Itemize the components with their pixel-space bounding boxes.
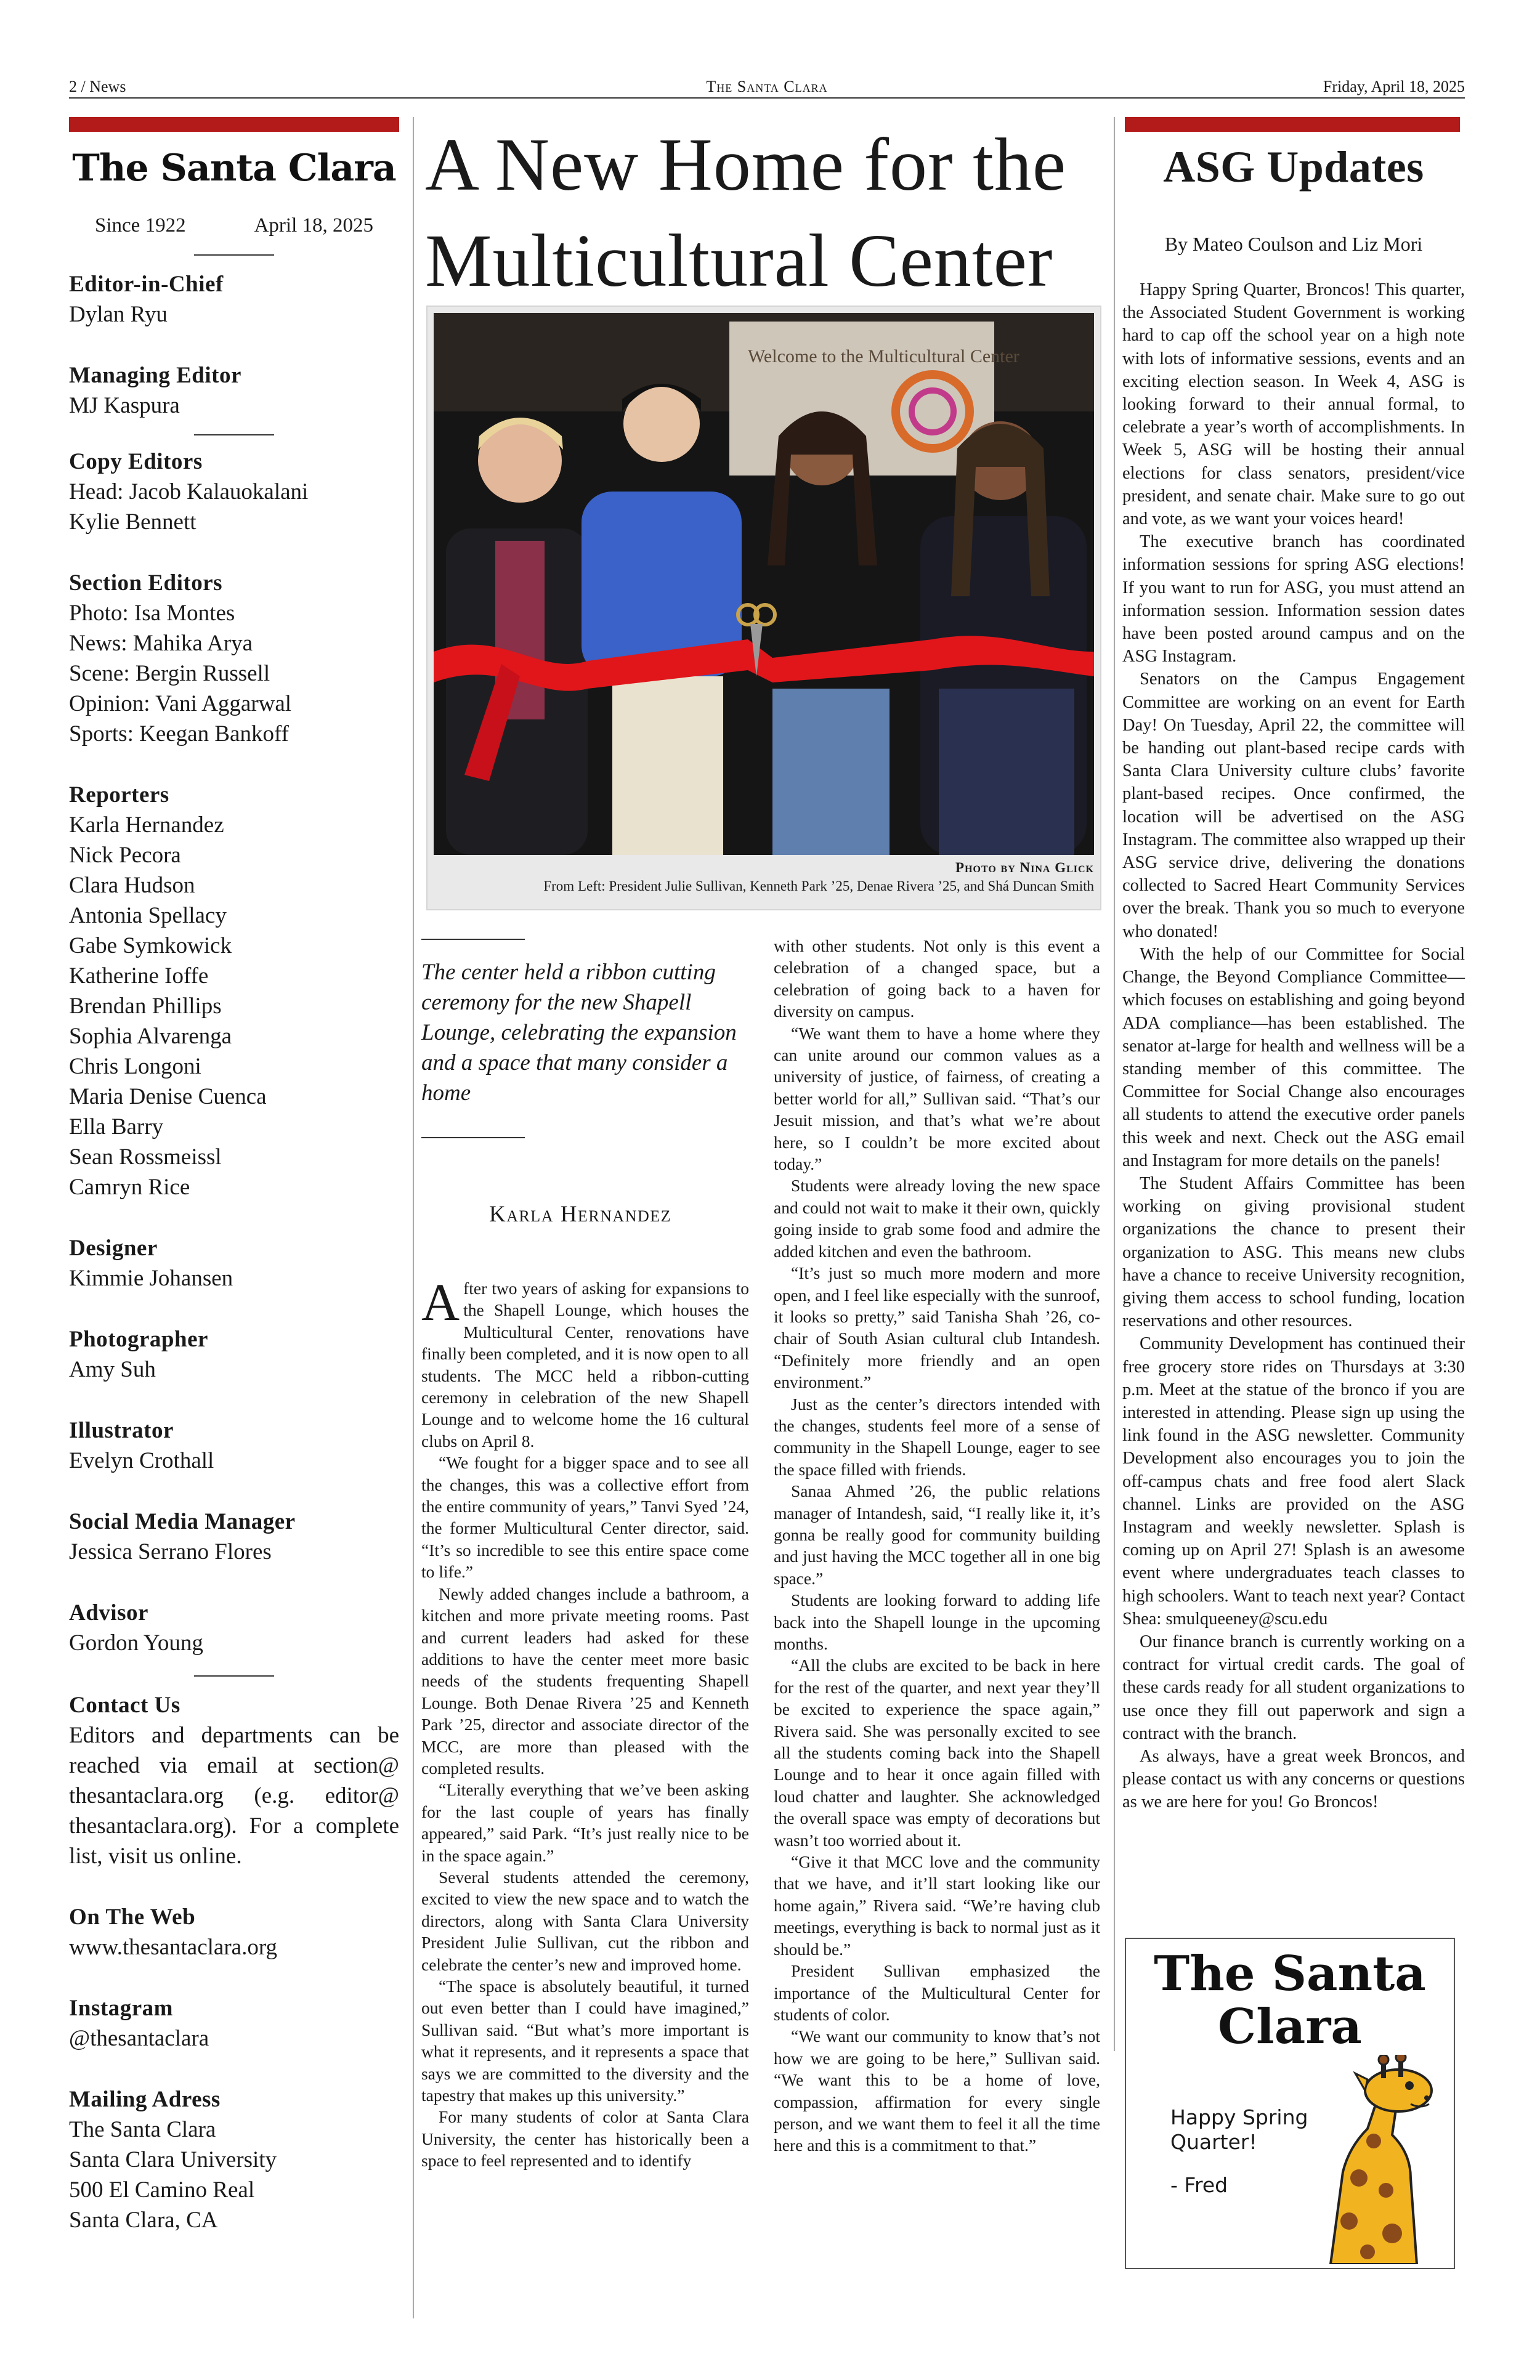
staff-name: Antonia Spellacy: [69, 903, 227, 928]
staff-block-copy-editors: [69, 447, 399, 537]
staff-name: Sean Rossmeissl: [69, 1144, 222, 1170]
issue-date-label: Friday, April 18, 2025: [1323, 78, 1465, 95]
story-paragraph: with other students. Not only is this event a celebration of a changed space, but a celebration of going back to a haven for diversity on campus.: [774, 936, 1100, 1021]
photo-caption: From Left: President Julie Sullivan, Kenneth Park ’25, Denae Rivera ’25, and Shá Duncan Smith: [543, 878, 1094, 894]
staff-name: Clara Hudson: [69, 873, 195, 898]
photo-credit-block: [426, 859, 1101, 896]
ad-logo-line-2: Clara: [1218, 1999, 1362, 2055]
story-paragraph: “The space is absolutely beautiful, it turned out even better than I could have imagined,” Sullivan said. “But what’s more important is what it represents, and it represents a space that says we are committed to the diversity and the tapestry that makes up this university.”: [421, 1977, 749, 2105]
pull-quote-rule-top: [421, 939, 525, 940]
info-block-web: [69, 1902, 399, 1962]
staff-name: Sophia Alvarenga: [69, 1024, 232, 1049]
story-paragraph: “We want them to have a home where they can unite around our common values as a university of justice, of fairness, of creating a better world for all,” Sullivan said. “That’s our Jesuit mission, and that’s what we’re about here, so I couldn’t be more excited about today.”: [774, 1023, 1100, 1174]
staff-name: Chris Longoni: [69, 1054, 201, 1079]
address-line: The Santa Clara: [69, 2117, 216, 2142]
info-block-instagram: [69, 1993, 399, 2054]
staff-block-social-media: [69, 1507, 399, 1567]
asg-paragraph: With the help of our Committee for Social Change, the Beyond Compliance Committee—which focuses on establishing and going beyond ADA compliance—has been established. The senator at-large for health and wellness will be a standing member of this committee. The Committee for Social Change also encourages all students to attend the executive order panels this week and next. Check out the ASG email and Instagram for more details on the panels!: [1122, 944, 1465, 1170]
story-paragraph: “Literally everything that we’ve been asking for the last couple of years has finally appeared,” said Park. “It’s just really nice to be in the space again.”: [421, 1780, 749, 1865]
staff-name: Gabe Symkowick: [69, 933, 232, 958]
staff-heading: Editor-in-Chief: [69, 272, 224, 297]
staff-name: Head: Jacob Kalauokalani: [69, 479, 309, 504]
staff-name: Kylie Bennett: [69, 509, 197, 535]
screen-welcome-text: Welcome to the Multicultural Center: [748, 346, 1019, 366]
staff-name: Nick Pecora: [69, 843, 181, 868]
story-paragraph: “We fought for a bigger space and to see all the changes, this was a collective effort from the entire community of years,” Tanvi Syed ’24, the former Multicultural Center director, said. “It’s so incredible to see this entire space come to life.”: [421, 1453, 749, 1582]
story-paragraph: [421, 1273, 749, 1452]
asg-paragraph: Our finance branch is currently working on a contract for virtual credit cards. The goal of these cards ready for all student organizations to use once they fill out paperwork and sign a contract with the branch.: [1122, 1632, 1465, 1743]
story-paragraph-text: fter two years of asking for expansions to the Shapell Lounge, which houses the Multicultural Center, renovations have finally been completed, and it is now open to all students. The MCC held a ribbon-cutting ceremony in celebration of the new Shapell Lounge and to welcome home the 16 cultural clubs on April 8.: [421, 1279, 749, 1451]
info-block-contact: [69, 1690, 399, 1871]
asg-byline: By Mateo Coulson and Liz Mori: [1164, 233, 1423, 255]
pull-quote-rule-bottom: [421, 1137, 525, 1138]
staff-name: News: Mahika Arya: [69, 631, 253, 656]
story-paragraph: “Give it that MCC love and the community that we have, and it’ll start looking like our home again,” Rivera said. “We’re having club meetings, everything is back to normal just as it should be.”: [774, 1852, 1100, 1959]
story-photo: [426, 306, 1101, 910]
story-paragraph: For many students of color at Santa Clara University, the center has historically been a space to feel represented and to identify: [421, 2107, 749, 2171]
story-headline: [425, 117, 1103, 309]
staff-block-section-editors: [69, 568, 399, 749]
asg-paragraph: The Student Affairs Committee has been working on giving provisional student organizations the chance to present their organization to ASG. This means new clubs have a chance to receive University recognition, giving them access to school funding, location reservations and other resources.: [1122, 1173, 1465, 1331]
staff-heading: Copy Editors: [69, 449, 203, 474]
story-paragraph: Students are looking forward to adding life back into the Shapell lounge in the upcoming months.: [774, 1590, 1100, 1653]
staff-block-designer: [69, 1233, 399, 1293]
staff-block-managing-editor: [69, 360, 399, 421]
staff-name: Gordon Young: [69, 1630, 203, 1656]
info-heading: Instagram: [69, 1996, 173, 2021]
asg-paragraph: Senators on the Campus Engagement Committee are working on an event for Earth Day! On Tuesday, April 22, the committee will be handing out plant-based recipe cards with Santa Clara University culture clubs’ favorite plant-based recipes. Once confirmed, the location will be advertised on the ASG Instagram. The committee also wrapped up their ASG service drive, delivering the donations collected to Sacred Heart Community Services over the break. Thank you so much to everyone who donated!: [1122, 670, 1465, 941]
staff-name: Opinion: Vani Aggarwal: [69, 691, 292, 716]
staff-heading: Illustrator: [69, 1418, 174, 1443]
column-separator-left: [413, 117, 414, 2318]
header-rule: [69, 97, 1465, 99]
story-column-2: [774, 935, 1100, 2156]
asg-headline: ASG Updates: [1163, 142, 1424, 192]
story-paragraph: Sanaa Ahmed ’26, the public relations manager of Intandesh, said, “I really like it, it’s gonna be really good for community building and just having the MCC together all in one big space.”: [774, 1481, 1100, 1588]
staff-heading: Managing Editor: [69, 363, 241, 388]
website-link[interactable]: www.thesantaclara.org: [69, 1935, 278, 1960]
story-paragraph: Students were already loving the new space and could not wait to make it their own, quickly going inside to grab some food and admire the added kitchen and even the bathroom.: [774, 1176, 1100, 1261]
pull-quote: The center held a ribbon cutting ceremony for the new Shapell Lounge, celebrating the expansion and a space that many consider a home: [421, 960, 737, 1106]
drop-cap: A: [421, 1273, 460, 1332]
staff-heading: Advisor: [69, 1600, 148, 1625]
ad-logo: [1126, 1948, 1454, 2054]
staff-name: Camryn Rice: [69, 1175, 190, 1200]
asg-red-bar: [1125, 117, 1460, 132]
staff-block-reporters: [69, 780, 399, 1202]
staff-name: Amy Suh: [69, 1357, 156, 1382]
paper-name-label: The Santa Clara: [706, 78, 828, 95]
masthead-date: April 18, 2025: [254, 214, 373, 237]
masthead-column: [69, 117, 399, 2235]
address-line: 500 El Camino Real: [69, 2177, 255, 2203]
story-paragraph: Just as the center’s directors intended with the changes, students feel more of a sense of community in the Shapell Lounge, eager to see the space filled with friends.: [774, 1394, 1100, 1479]
story-paragraph: “All the clubs are excited to be back in here for the rest of the quarter, and next year they’ll be excited to experience the space again,” Rivera said. She was personally excited to see all the students coming back into the Shapell Lounge and to hear it once again filled with loud chatter and laughter. She acknowledged the overall space was empty of decorations but wasn’t too worried about it.: [774, 1656, 1100, 1850]
running-header: [69, 73, 1465, 100]
staff-heading: Social Media Manager: [69, 1509, 296, 1534]
staff-block-illustrator: [69, 1415, 399, 1476]
staff-name: Karla Hernandez: [69, 812, 224, 838]
staff-heading: Photographer: [69, 1327, 208, 1352]
story-paragraph: “It’s just so much more modern and more open, and I feel like especially with the sunroof, it looks so pretty,” said Tanisha Shah ’26, co-chair of South Asian cultural club Intandesh. “Definitely more friendly and an open environment.”: [774, 1263, 1100, 1392]
staff-block-photographer: [69, 1324, 399, 1385]
story-byline: Karla Hernandez: [488, 1202, 672, 1227]
headline-line-1: A New Home for the: [425, 123, 1067, 206]
column-separator-right: [1114, 117, 1115, 2051]
staff-name: Maria Denise Cuenca: [69, 1084, 267, 1109]
staff-name: Brendan Phillips: [69, 994, 222, 1019]
ad-signature: - Fred: [1170, 2173, 1228, 2197]
staff-name: Kimmie Johansen: [69, 1266, 233, 1291]
story-paragraph: President Sullivan emphasized the importance of the Multicultural Center for students of color.: [774, 1961, 1100, 2024]
house-ad: [1125, 1938, 1455, 2269]
asg-body: [1122, 278, 1465, 1814]
staff-list: [69, 269, 399, 421]
instagram-handle[interactable]: @thesantaclara: [69, 2026, 209, 2051]
ad-logo-line-1: The Santa: [1154, 1946, 1426, 2002]
staff-block-editor-in-chief: [69, 269, 399, 330]
headline-line-2: Multicultural Center: [425, 219, 1053, 302]
info-heading: On The Web: [69, 1904, 196, 1930]
asg-paragraph: Happy Spring Quarter, Broncos! This quarter, the Associated Student Government is working hard to cap off the school year on a high note with lots of informative sessions, events and an exciting election season. In Week 4, ASG is looking forward to their annual formal, to celebrate a year’s worth of accomplishments. In Week 5, ASG will be hosting their annual elections for class senators, president/vice president, and senate chair. Make sure to go out and vote, as we want your voices heard!: [1122, 280, 1465, 529]
staff-heading: Reporters: [69, 782, 169, 808]
staff-list: [69, 447, 399, 1658]
staff-name: Evelyn Crothall: [69, 1448, 214, 1473]
info-list: [69, 1690, 399, 2235]
staff-name: Photo: Isa Montes: [69, 601, 235, 626]
asg-paragraph: As always, have a great week Broncos, and please contact us with any concerns or questions as we are here for you! Go Broncos!: [1122, 1747, 1465, 1812]
info-heading: Contact Us: [69, 1693, 180, 1718]
staff-name: Dylan Ryu: [69, 302, 168, 327]
staff-block-advisor: [69, 1598, 399, 1658]
divider: [194, 254, 274, 256]
photo-credit: Photo by Nina Glick: [955, 860, 1094, 875]
asg-paragraph: The executive branch has coordinated information sessions for spring ASG elections! If you want to run for ASG, you must attend an information session. Information session dates have been posted around campus and on the ASG Instagram.: [1122, 532, 1465, 666]
staff-name: MJ Kaspura: [69, 393, 180, 418]
page-section-label: 2 / News: [69, 78, 126, 95]
staff-heading: Designer: [69, 1236, 158, 1261]
staff-name: Katherine Ioffe: [69, 963, 209, 989]
divider: [194, 434, 274, 435]
story-paragraph: “We want our community to know that’s not how we are going to be here,” Sullivan said. “We want this to be a home of love, compassion, affirmation for every single person, and we want them to feel it all the time here and this is a commitment to that.”: [774, 2026, 1100, 2155]
staff-name: Ella Barry: [69, 1114, 164, 1139]
info-heading: Mailing Adress: [69, 2087, 221, 2112]
ribbon-cutting-photo-illustration: [428, 307, 1100, 909]
staff-name: Scene: Bergin Russell: [69, 661, 270, 686]
contact-text: Editors and departments can be reached via email at section@ thesantaclara.org (e.g. editor@ thesantaclara.org). For a complete list, visit us online.: [69, 1723, 399, 1869]
masthead-red-bar: [69, 117, 399, 132]
story-column-1: [421, 1273, 749, 2172]
staff-heading: Section Editors: [69, 570, 223, 596]
giraffe-illustration: [1306, 2055, 1441, 2264]
story-paragraph: Several students attended the ceremony, excited to view the new space and to watch the directors, along with Santa Clara University President Julie Sullivan, cut the ribbon and celebrate the center’s new and improved home.: [421, 1867, 749, 1974]
masthead-subline: [69, 214, 399, 237]
address-line: Santa Clara, CA: [69, 2208, 218, 2233]
divider: [194, 1675, 274, 1677]
address-line: Santa Clara University: [69, 2147, 277, 2172]
info-block-mailing: [69, 2084, 399, 2235]
ad-message: Happy Spring Quarter!: [1170, 2105, 1308, 2154]
since-label: Since 1922: [95, 214, 186, 237]
masthead-logo: The Santa Clara: [72, 147, 396, 190]
staff-name: Jessica Serrano Flores: [69, 1539, 272, 1564]
asg-paragraph: Community Development has continued their free grocery store rides on Thursdays at 3:30 p.m. Meet at the statue of the bronco if you are interested in attending. Please sign up using the link found in the ASG newsletter. Community Development also encourages you to join the off-campus chats and free food alert Slack channel. Links are provided on the ASG Instagram and weekly newsletter. Splash is coming up on April 27! Splash is an awesome event where undergraduates teach classes to high schoolers. Want to teach next year? Contact Shea: smulqueeney@scu.edu: [1122, 1334, 1465, 1629]
story-paragraph: Newly added changes include a bathroom, a kitchen and more private meeting rooms. Past and current leaders had asked for these additions to have the center meet more basic needs of the students frequenting Shapell Lounge. Both Denae Rivera ’25 and Kenneth Park ’25, director and associate director of the MCC, are more than pleased with the completed results.: [421, 1584, 749, 1778]
staff-name: Sports: Keegan Bankoff: [69, 721, 289, 747]
